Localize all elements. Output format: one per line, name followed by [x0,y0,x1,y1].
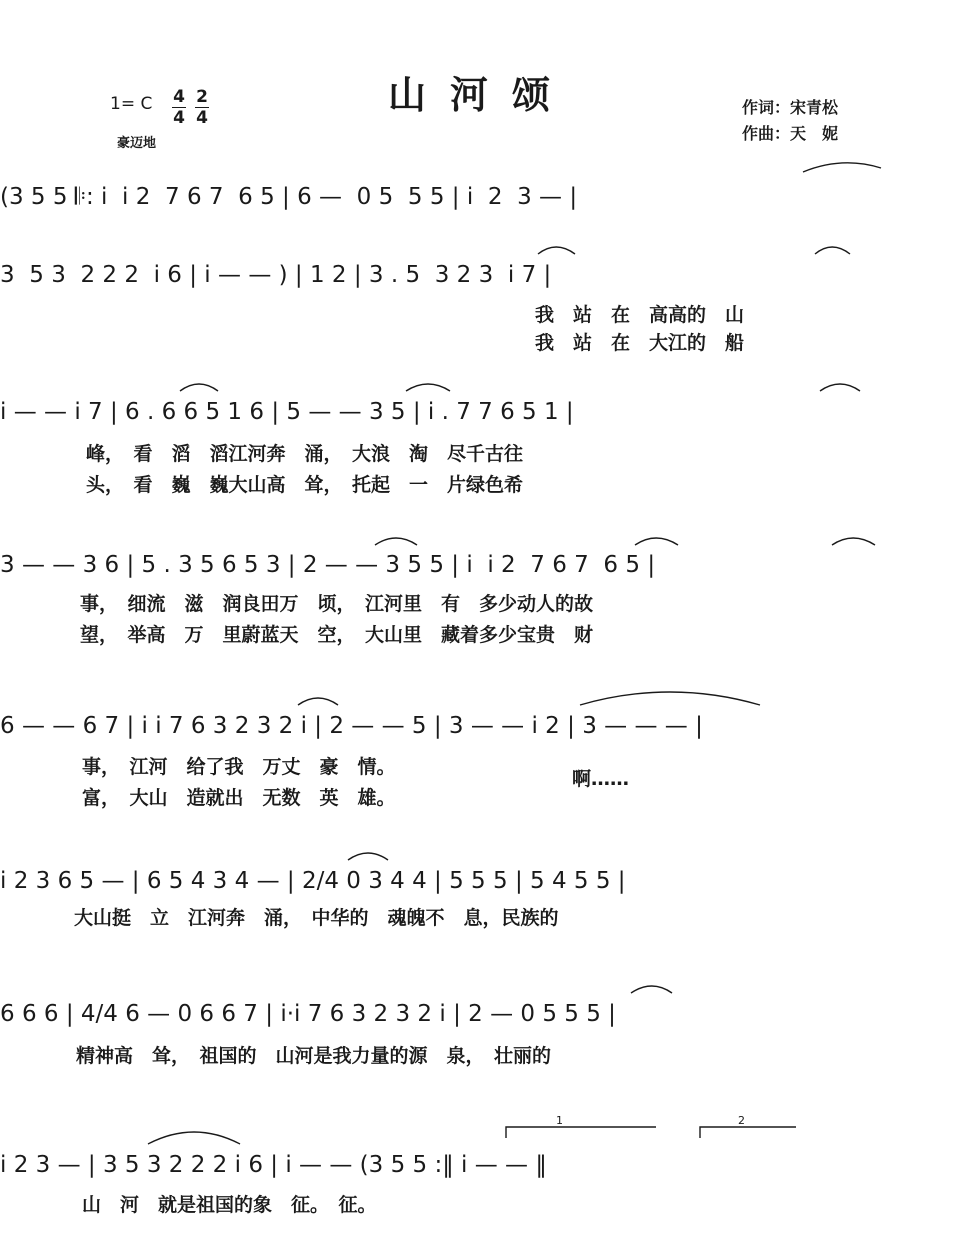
lyric-line-2-verse-2: 我 站 在 大江的 船 [535,332,745,354]
lyric-line-4-verse-2: 望， 举高 万 里蔚蓝天 空， 大山里 藏着多少宝贵 财 [80,624,594,646]
lyric-line-3-verse-2: 头， 看 巍 巍大山高 耸， 托起 一 片绿色希 [86,474,524,496]
lyric-line-4-verse-1: 事， 细流 滋 润良田万 顷， 江河里 有 多少动人的故 [80,593,594,615]
lyric-line-6: 大山挺 立 江河奔 涌， 中华的 魂魄不 息，民族的 [74,907,559,929]
lyric-line-5-verse-2: 富， 大山 造就出 无数 英 雄。 [82,787,396,809]
notation-line-2: 3 5 3 2 2 2 i 6 | i — — ) | 1 2 | 3 . 5 3 2 3 i 7 | [0,262,552,288]
time-sig-first-top: 4 [173,87,185,107]
song-title: 山河颂 [387,72,574,117]
lyric-line-8: 山 河 就是祖国的象 征。 征。 [82,1194,377,1216]
volta-bracket [700,1127,796,1138]
notation-line-4: 3 — — 3 6 | 5 . 3 5 6 5 3 | 2 — — 3 5 5 | i i 2 7 6 7 6 5 | [0,552,656,578]
tie-mark [815,247,850,254]
tie-mark [803,163,881,172]
tie-mark [635,538,678,545]
notation-line-7: 6 6 6 | 4/4 6 — 0 6 6 7 | i·i 7 6 3 2 3 2 i | 2 — 0 5 5 5 | [0,1001,616,1027]
volta-bracket [506,1127,656,1138]
tie-mark [148,1132,240,1144]
volta-label: 1 [556,1114,563,1127]
tie-mark [375,538,417,545]
time-sig-second-bottom: 4 [196,108,208,128]
tie-mark [538,247,575,254]
lyric-line-7: 精神高 耸， 祖国的 山河是我力量的源 泉， 壮丽的 [76,1045,552,1067]
lyric-aside-ah: 啊…… [572,768,630,790]
lyricist-credit: 作词：宋青松 [742,98,839,117]
key-signature: 1= C [110,94,153,114]
time-signature-first [172,88,186,127]
time-sig-second-top: 2 [196,87,208,107]
lyric-line-2-verse-1: 我 站 在 高高的 山 [535,304,745,326]
tie-mark [180,384,218,391]
time-signature-second [195,88,209,127]
tie-mark [580,692,760,705]
tie-mark [298,698,338,705]
notation-line-6: i 2 3 6 5 — | 6 5 4 3 4 — | 2/4 0 3 4 4 | 5 5 5 | 5 4 5 5 | [0,868,626,894]
notation-line-8: i 2 3 — | 3 5 3 2 2 2 i 6 | i — — (3 5 5 :‖ i — — ‖ [0,1152,547,1178]
tie-mark [348,853,388,860]
tie-mark [820,384,860,391]
tie-mark [631,986,672,993]
notation-line-1: (3 5 5 𝄆: i i 2 7 6 7 6 5 | 6 — 0 5 5 5 | i 2 3 — | [0,184,578,210]
composer-credit: 作曲：天 妮 [742,124,839,143]
lyric-line-3-verse-1: 峰， 看 滔 滔江河奔 涌， 大浪 淘 尽千古往 [86,443,524,465]
tempo-mark: 豪迈地 [117,136,157,151]
notation-line-3: i — — i 7 | 6 . 6 6 5 1 6 | 5 — — 3 5 | i . 7 7 6 5 1 | [0,399,574,425]
lyric-line-5-verse-1: 事， 江河 给了我 万丈 豪 情。 [82,756,396,778]
notation-line-5: 6 — — 6 7 | i i 7 6 3 2 3 2 i | 2 — — 5 | 3 — — i 2 | 3 — — — | [0,713,703,739]
volta-label: 2 [738,1114,745,1127]
tie-mark [406,384,450,391]
time-sig-first-bottom: 4 [173,108,185,128]
tie-mark [832,538,875,545]
